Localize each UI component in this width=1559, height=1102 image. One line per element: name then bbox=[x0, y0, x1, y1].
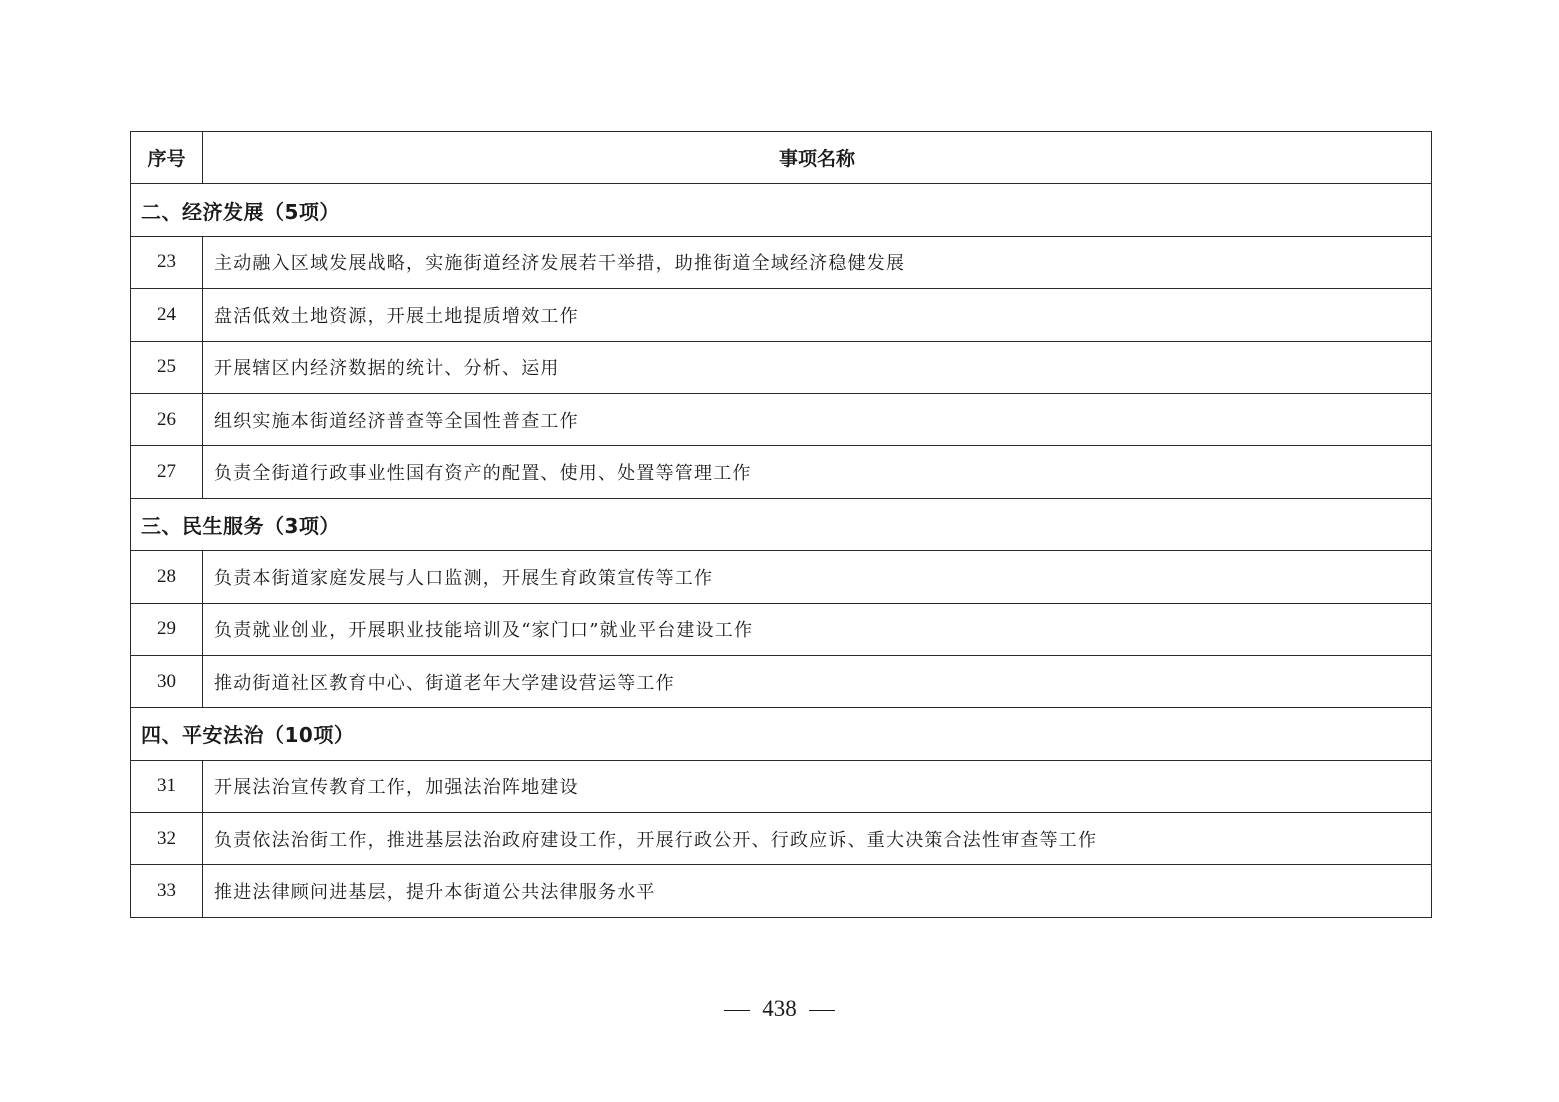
table-row bbox=[131, 341, 1432, 393]
row-num: 30 bbox=[131, 655, 203, 707]
table-row bbox=[131, 393, 1432, 445]
table-row bbox=[131, 551, 1432, 603]
row-name: 开展法治宣传教育工作，加强法治阵地建设 bbox=[203, 760, 1432, 812]
row-num: 32 bbox=[131, 813, 203, 865]
row-name: 负责本街道家庭发展与人口监测，开展生育政策宣传等工作 bbox=[203, 551, 1432, 603]
left-dash bbox=[724, 1010, 750, 1011]
row-num: 25 bbox=[131, 341, 203, 393]
row-name: 推动街道社区教育中心、街道老年大学建设营运等工作 bbox=[203, 655, 1432, 707]
row-num: 31 bbox=[131, 760, 203, 812]
page-footer bbox=[0, 996, 1559, 1022]
row-num: 23 bbox=[131, 236, 203, 288]
items-table bbox=[130, 131, 1432, 918]
section-title: 四、平安法治（10项） bbox=[131, 708, 1432, 760]
header-name: 事项名称 bbox=[203, 132, 1432, 184]
table-header-row bbox=[131, 132, 1432, 184]
row-num: 29 bbox=[131, 603, 203, 655]
row-name: 主动融入区域发展战略，实施街道经济发展若干举措，助推街道全域经济稳健发展 bbox=[203, 236, 1432, 288]
page-number: 438 bbox=[762, 996, 797, 1021]
row-name: 盘活低效土地资源，开展土地提质增效工作 bbox=[203, 289, 1432, 341]
table-row bbox=[131, 236, 1432, 288]
table-row bbox=[131, 603, 1432, 655]
row-num: 28 bbox=[131, 551, 203, 603]
row-num: 27 bbox=[131, 446, 203, 498]
table-row bbox=[131, 289, 1432, 341]
section-title: 二、经济发展（5项） bbox=[131, 184, 1432, 236]
table-row bbox=[131, 865, 1432, 917]
row-name: 推进法律顾问进基层，提升本街道公共法律服务水平 bbox=[203, 865, 1432, 917]
row-num: 24 bbox=[131, 289, 203, 341]
section-title: 三、民生服务（3项） bbox=[131, 498, 1432, 550]
row-name: 负责依法治街工作，推进基层法治政府建设工作，开展行政公开、行政应诉、重大决策合法性审查等工作 bbox=[203, 813, 1432, 865]
row-num: 26 bbox=[131, 393, 203, 445]
right-dash bbox=[809, 1010, 835, 1011]
row-name: 负责就业创业，开展职业技能培训及“家门口”就业平台建设工作 bbox=[203, 603, 1432, 655]
section-row bbox=[131, 708, 1432, 760]
row-num: 33 bbox=[131, 865, 203, 917]
row-name: 组织实施本街道经济普查等全国性普查工作 bbox=[203, 393, 1432, 445]
row-name: 负责全街道行政事业性国有资产的配置、使用、处置等管理工作 bbox=[203, 446, 1432, 498]
section-row bbox=[131, 184, 1432, 236]
table-row bbox=[131, 446, 1432, 498]
header-num: 序号 bbox=[131, 132, 203, 184]
section-row bbox=[131, 498, 1432, 550]
row-name: 开展辖区内经济数据的统计、分析、运用 bbox=[203, 341, 1432, 393]
table-row bbox=[131, 760, 1432, 812]
table-row bbox=[131, 813, 1432, 865]
table-row bbox=[131, 655, 1432, 707]
